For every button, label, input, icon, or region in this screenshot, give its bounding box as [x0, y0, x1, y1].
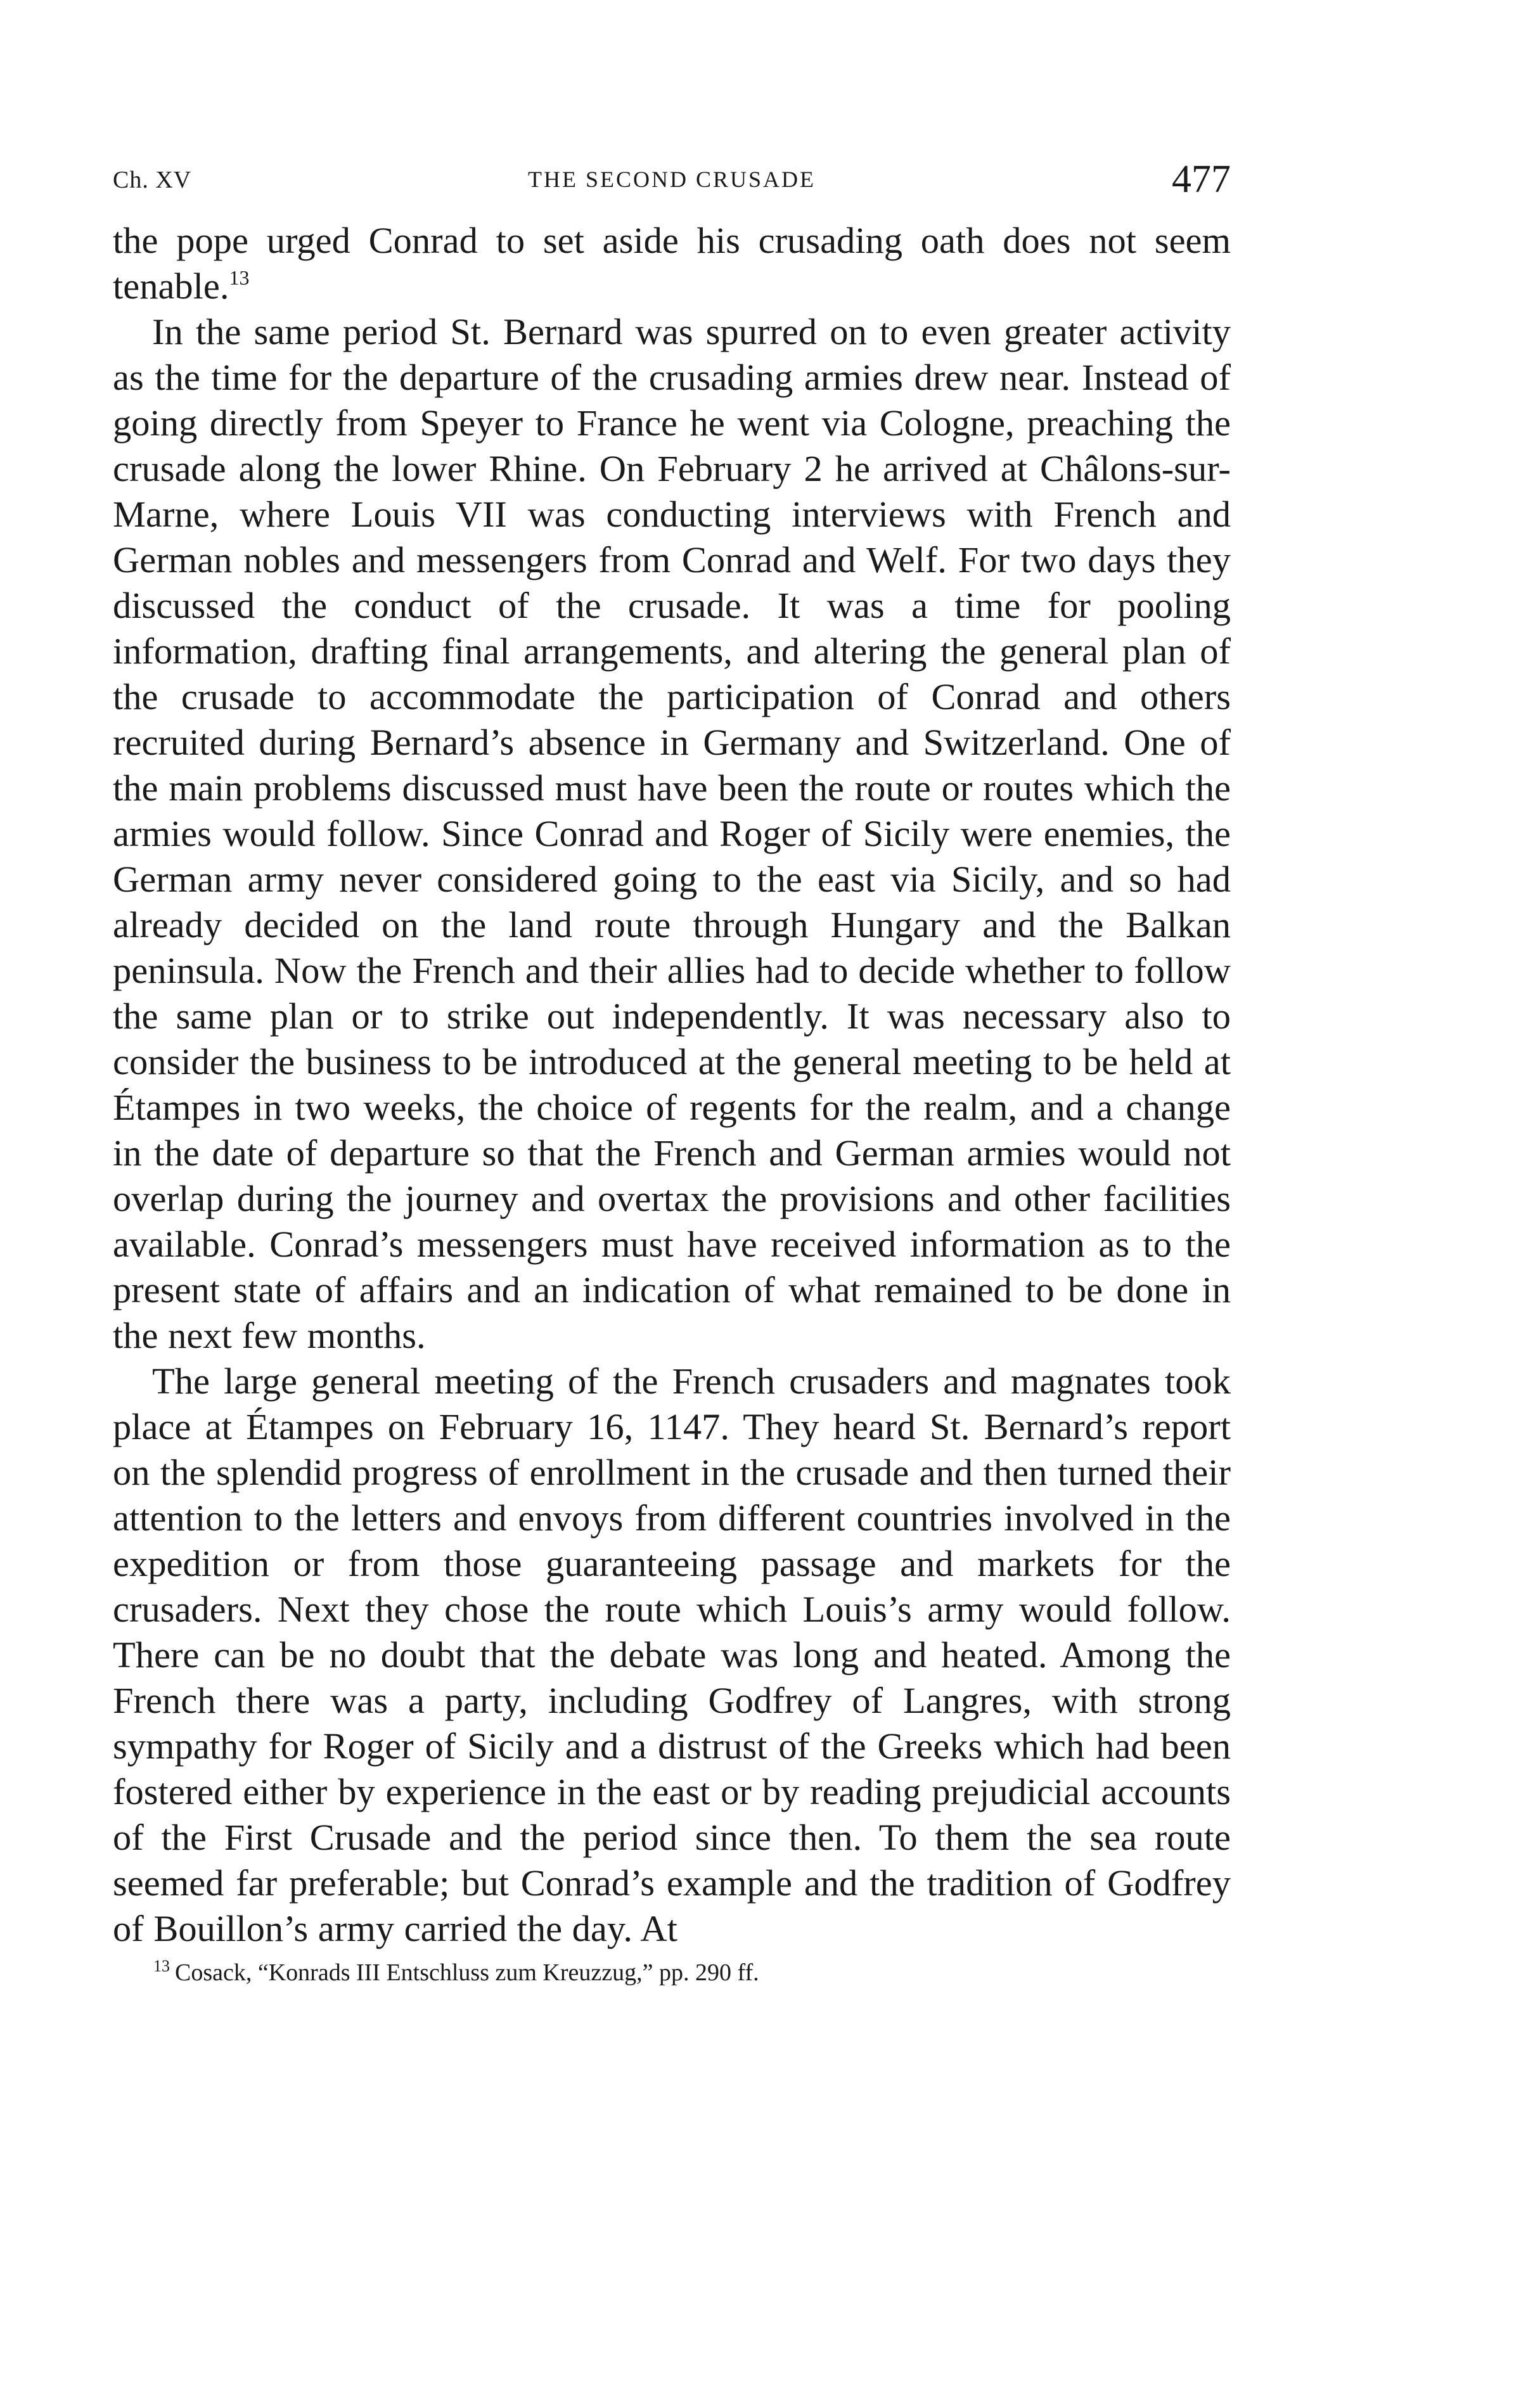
book-page — [113, 157, 1231, 1989]
page-number: 477 — [1172, 158, 1231, 201]
paragraph: The large general meeting of the French crusaders and magnates took place at Étampes on February 16, 1147. They heard St. Bernard’s report on the splendid progress of enrollment in the crusade and then turned their attention to the letters and envoys from different countries involved in the expedition or from those guaranteeing passage and markets for the crusaders. Next they chose the route which Louis’s army would follow. There can be no doubt that the debate was long and heated. Among the French there was a party, including Godfrey of Langres, with strong sympathy for Roger of Sicily and a distrust of the Greeks which had been fostered either by experience in the east or by reading prejudicial accounts of the First Crusade and the period since then. To them the sea route seemed far preferable; but Conrad’s example and the tradition of Godfrey of Bouillon’s army carried the day. At — [113, 1361, 1231, 1949]
running-title: THE SECOND CRUSADE — [527, 167, 816, 192]
paragraph: In the same period St. Bernard was spurred on to even greater activity as the time for the departure of the crusading armies drew near. Instead of going directly from Speyer to France he went via Cologne, preaching the crusade along the lower Rhine. On February 2 he arrived at Châlons-sur-Marne, where Louis VII was conducting interviews with French and German nobles and messengers from Conrad and Welf. For two days they discussed the conduct of the crusade. It was a time for pooling information, drafting final arrangements, and altering the general plan of the crusade to accommodate the participation of Conrad and others recruited during Bernard’s absence in Germany and Switzerland. One of the main problems discussed must have been the route or routes which the armies would follow. Since Conrad and Roger of Sicily were enemies, the German army never considered going to the east via Sicily, and so had already decided on the land route through Hungary and the Balkan peninsula. Now the French and their allies had to decide whether to follow the same plan or to strike out independently. It was necessary also to consider the business to be introduced at the general meeting to be held at Étampes in two weeks, the choice of regents for the realm, and a change in the date of departure so that the French and German armies would not overlap during the journey and overtax the provisions and other facilities available. Conrad’s messengers must have received information as to the present state of affairs and an indication of what remained to be done in the next few months. — [113, 311, 1231, 1356]
paragraph-text: the pope urged Conrad to set aside his crusading oath does not seem tenable. — [113, 220, 1231, 307]
body-text — [113, 218, 1231, 1952]
chapter-label: Ch. XV — [113, 167, 192, 193]
footnote-marker: 13 — [153, 1957, 170, 1975]
footnote-reference: 13 — [229, 266, 250, 289]
running-header — [113, 157, 1231, 208]
paragraph-continued — [113, 218, 1231, 309]
footnote-text: Cosack, “Konrads III Entschluss zum Kreuzzug,” pp. 290 ff. — [175, 1959, 759, 1986]
footnote — [153, 1957, 1231, 1989]
